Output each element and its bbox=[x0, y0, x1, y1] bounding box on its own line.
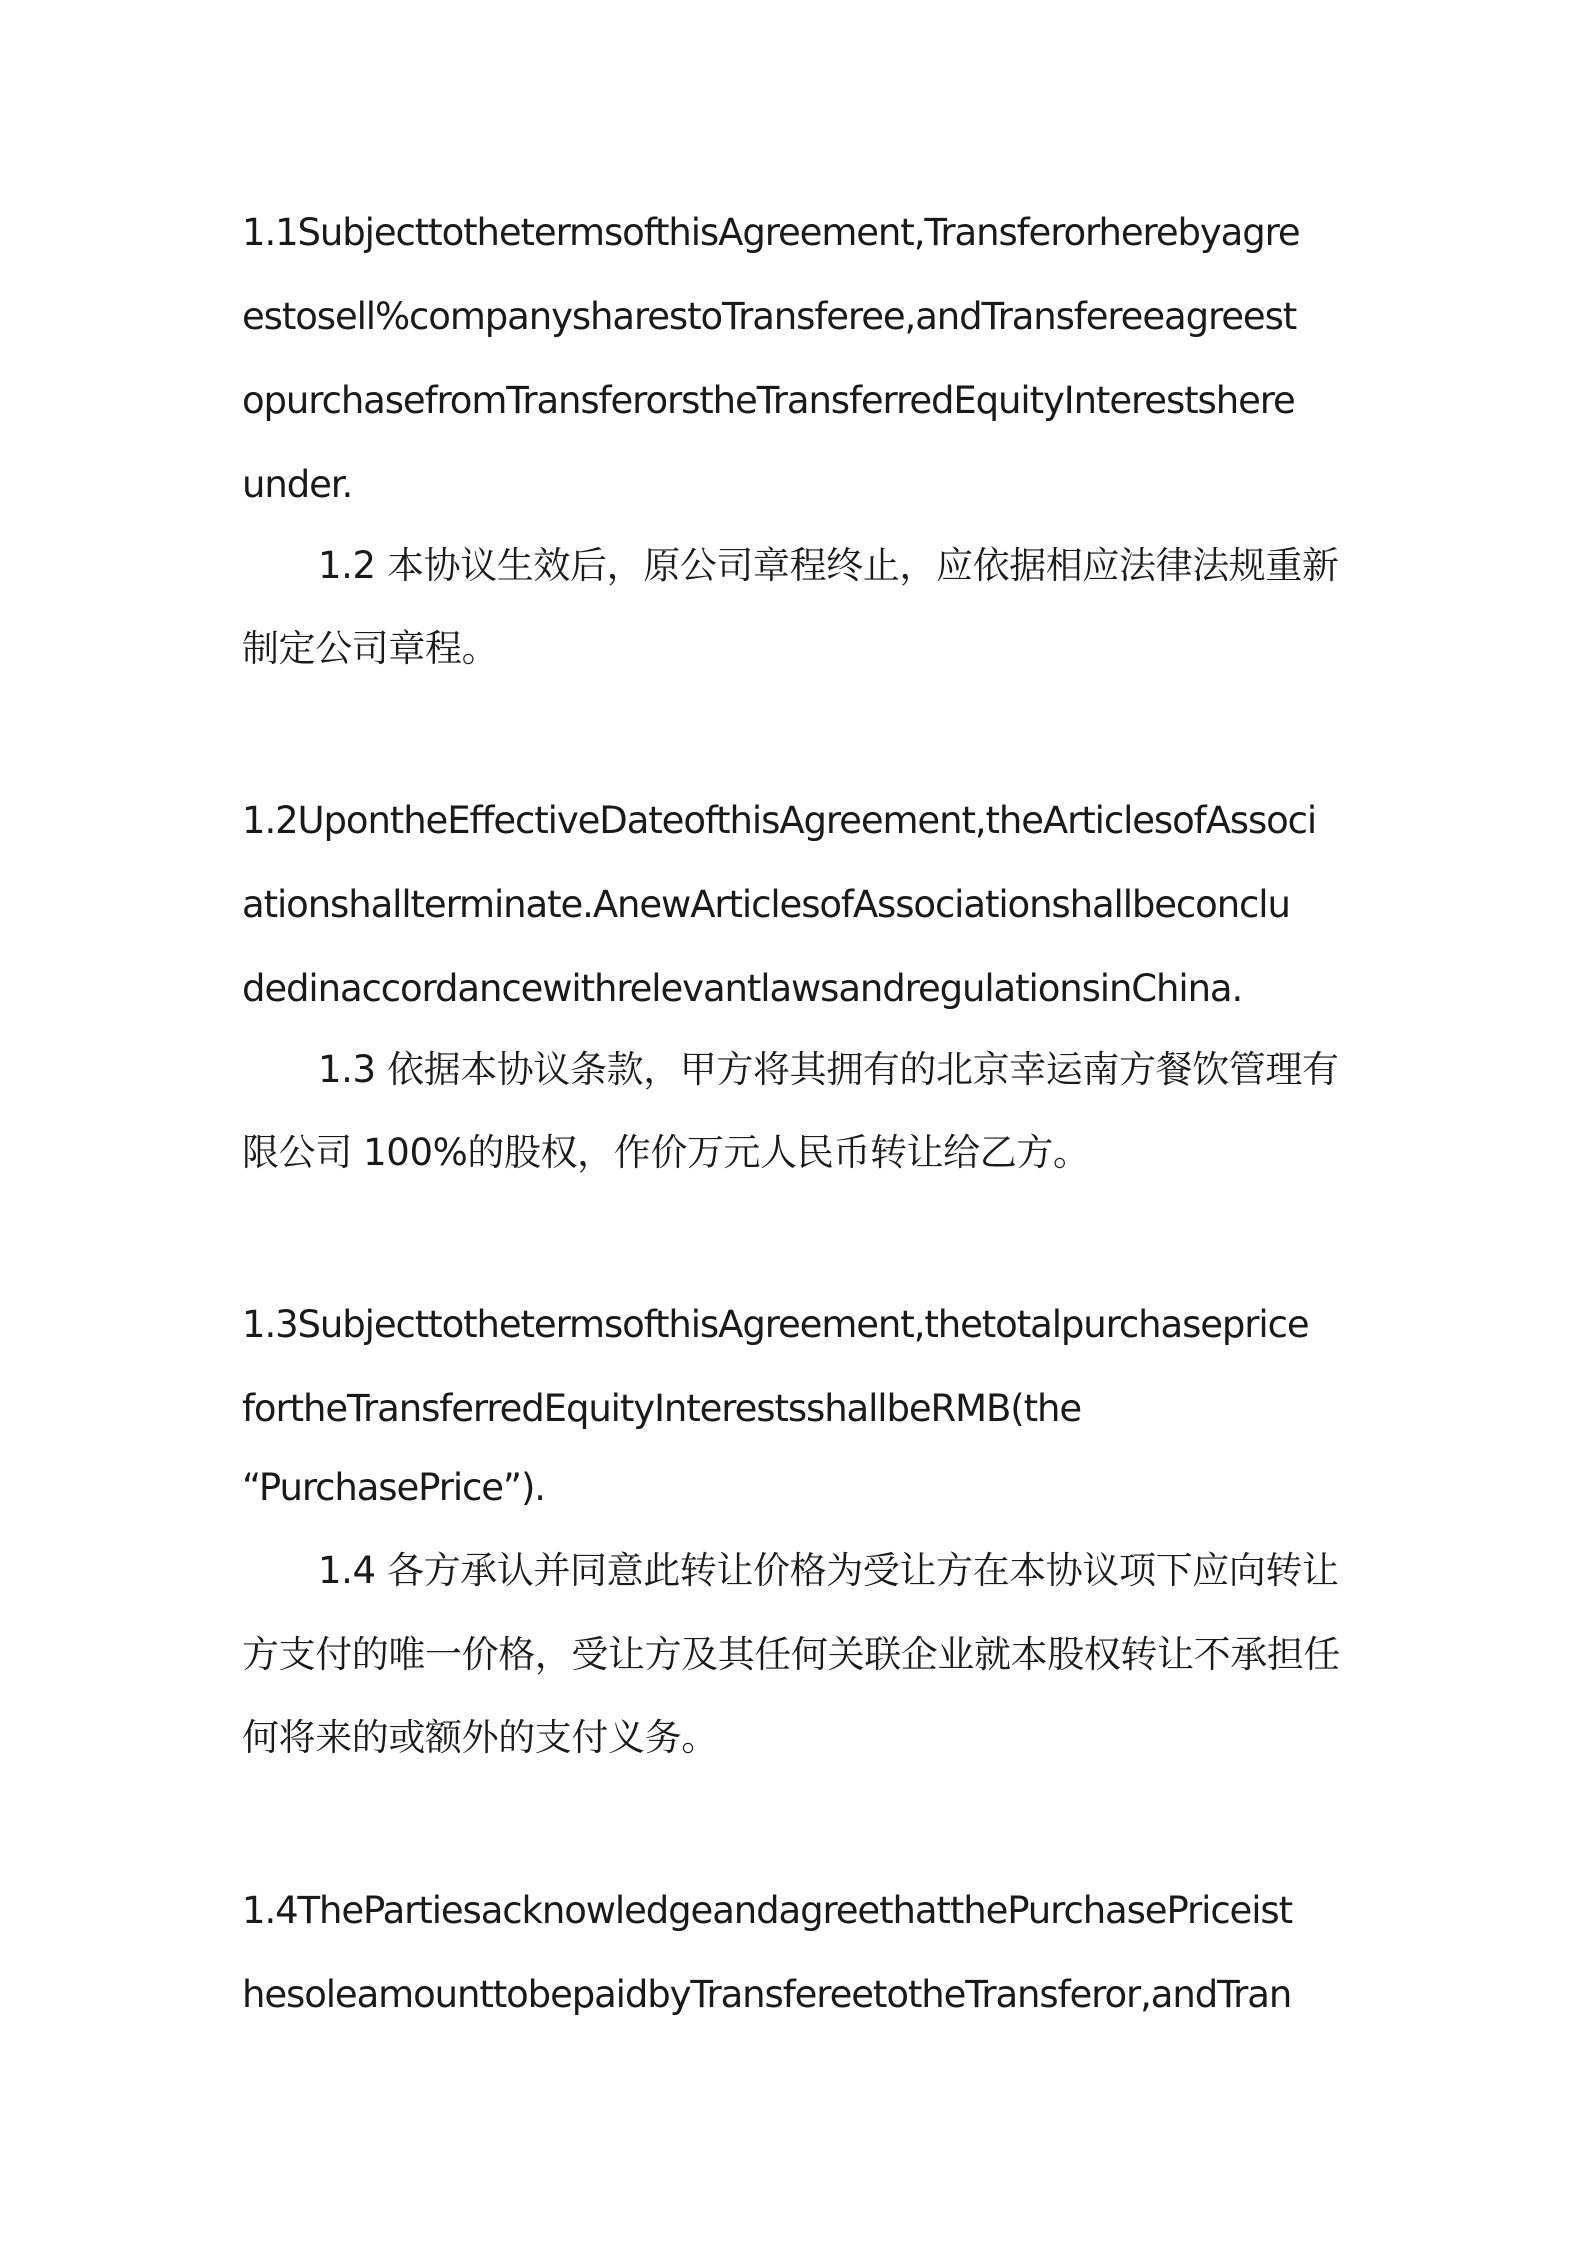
paragraph-en-1-1-line-3: opurchasefromTransferorstheTransferredEquityInterestshere bbox=[242, 379, 1295, 422]
paragraph-zh-1-4-line-3: 何将来的或额外的支付义务。 bbox=[242, 1716, 718, 1759]
paragraph-zh-1-4-line-1: 1.4 各方承认并同意此转让价格为受让方在本协议项下应向转让 bbox=[318, 1549, 1339, 1592]
paragraph-en-1-4-line-1: 1.4ThePartiesacknowledgeandagreethatthePurchasePriceist bbox=[242, 1889, 1292, 1932]
paragraph-en-1-2-line-2: ationshallterminate.AnewArticlesofAssociationshallbeconclu bbox=[242, 883, 1290, 926]
paragraph-zh-1-4-line-2: 方支付的唯一价格，受让方及其任何关联企业就本股权转让不承担任 bbox=[242, 1633, 1340, 1676]
paragraph-zh-1-2-line-1: 1.2 本协议生效后，原公司章程终止，应依据相应法律法规重新 bbox=[318, 544, 1339, 587]
paragraph-en-1-4-line-2: hesoleamounttobepaidbyTransfereetotheTransferor,andTran bbox=[242, 1973, 1292, 2016]
paragraph-en-1-3-line-2: fortheTransferredEquityInterestsshallbeRMB(the bbox=[242, 1387, 1082, 1430]
paragraph-en-1-3-line-1: 1.3SubjecttothetermsofthisAgreement,thetotalpurchaseprice bbox=[242, 1303, 1309, 1346]
paragraph-en-1-2-line-3: dedinaccordancewithrelevantlawsandregulationsinChina. bbox=[242, 967, 1243, 1010]
paragraph-zh-1-3-line-1: 1.3 依据本协议条款，甲方将其拥有的北京幸运南方餐饮管理有 bbox=[318, 1048, 1339, 1091]
paragraph-en-1-2-line-1: 1.2UpontheEffectiveDateofthisAgreement,theArticlesofAssoci bbox=[242, 799, 1317, 842]
paragraph-zh-1-3-line-2: 限公司 100%的股权，作价万元人民币转让给乙方。 bbox=[242, 1131, 1090, 1174]
paragraph-en-1-3-line-3: “PurchasePrice”). bbox=[242, 1466, 545, 1509]
paragraph-en-1-1-line-4: under. bbox=[242, 463, 353, 506]
paragraph-en-1-1-line-1: 1.1SubjecttothetermsofthisAgreement,Transferorherebyagre bbox=[242, 211, 1300, 254]
paragraph-zh-1-2-line-2: 制定公司章程。 bbox=[242, 627, 499, 670]
paragraph-en-1-1-line-2: estosell%companysharestoTransferee,andTransfereeagreest bbox=[242, 295, 1297, 338]
